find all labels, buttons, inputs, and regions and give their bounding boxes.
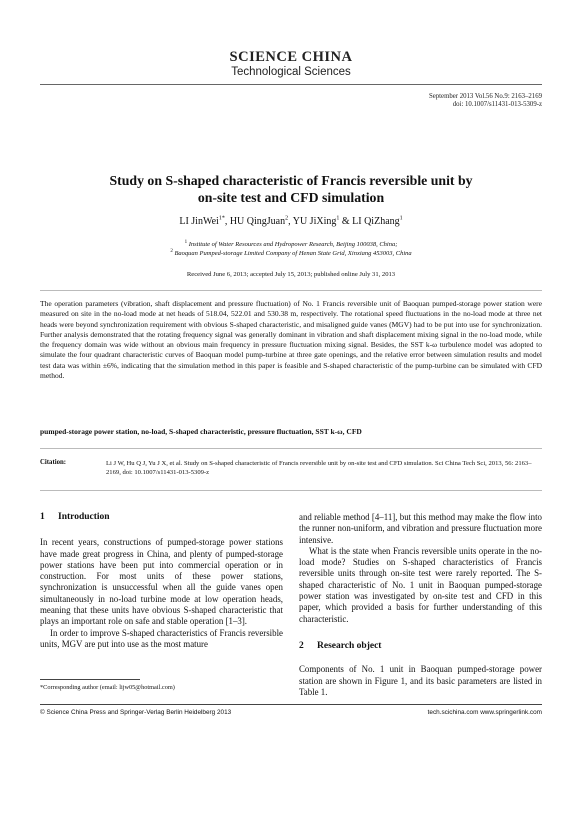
keywords-rule [40,448,542,449]
author: LI JinWei$^{1*}$, [179,216,230,228]
affiliation-1: $^1$ Institute of Water Resources and Hydropower Research, Beijing 100038, China; [184,240,398,249]
right-column [299,512,542,698]
abstract: The operation parameters (vibration, shaft displacement and pressure fluctuation) of No. 1 Francis reversible unit of Baoquan pumped-storage power station were measured on site in the no-load mode at net heads of 518.04, 522.01 and 530.38 m, respectively. The rotational speed fluctuations in the no-load mode at three net heads were beyond synchronization requirement with obvious S-shaped characteristic, and misaligned guide vanes (MGV) had to be put into use for synchronization. Further analysis demonstrated that the rotating frequency signal was generally dominant in vibration and shaft displacement mixing signal in the no-load mode, while the frequency domain was wide without an obvious main frequency in pressure fluctuation mixing signal. Besides, the SST k-ω turbulence model was adopted to simulate the four quadrant characteristic curves of Baoquan model pump-turbine at three gate openings, and the relative error between simulation results and model test data was within ±6%, indicating that the simulation method in this paper is feasible and S-shaped characteristic of the pump-turbine can be simulated with CFD method. [40,299,542,381]
copyright: © Science China Press and Springer-Verlag Berlin Heidelberg 2013 [40,709,232,716]
footnote-rule [40,679,140,680]
title-line-2: on-site test and CFD simulation [197,190,385,205]
section-heading-research-object: 2 Research object [299,640,382,651]
header-rule [40,84,542,85]
keywords: pumped-storage power station, no-load, S-shaped characteristic, pressure fluctuation, SST k-ω, CFD [40,427,362,436]
corresponding-author-footnote: *Corresponding author (email: lijw05@hotmail.com) [40,684,175,691]
paragraph: and reliable method [4–11], but this method may make the flow into the runner non-uniform, and vibration and pressure fluctuation more intensive. [299,512,542,545]
author: YU JiXing$^1$ & [292,216,353,228]
affiliation-2: $^2$ Baoquan Pumped-storage Limited Company of Henan State Grid, Xinxiang 453003, China [170,249,412,258]
citation-label: Citation: [40,459,67,466]
paragraph: What is the state when Francis reversible units operate in the no-load mode? Studies on S-shaped characteristics of Francis reversible units through on-site test were rarely reported. The S-shaped characteristic of No. 1 unit in Baoquan pumped-storage power station was investigated by on-site test and CFD in this paper, which provided a basis for further understanding of this characteristic. [299,545,542,624]
doi: doi: 10.1007/s11431-013-5309-z [452,101,542,108]
author-list [40,216,542,227]
journal-subject: Technological Sciences [231,66,351,78]
received-dates: Received June 6, 2013; accepted July 15, 2013; published online July 31, 2013 [186,271,396,278]
paper-title [40,172,542,206]
title-line-1: Study on S-shaped characteristic of Francis reversible unit by [109,173,473,188]
abstract-rule [40,290,542,291]
footer-rule [40,704,542,705]
paragraph: In recent years, constructions of pumped-storage power stations have made great progress in China, and plenty of pumped-storage power stations have been put into commercial operation or in construction. For most units of these power stations, synchronization is unsuccessful when all the guide vanes open simultaneously in no-load turbine mode at low operation heads, meaning that these units have obvious S-shaped characteristic that plays an important role on safe and stable operation [1–3]. [40,537,283,627]
citation-rule [40,490,542,491]
paragraph: Components of No. 1 unit in Baoquan pumped-storage power station are shown in Figure 1, and its basic parameters are listed in Table 1. [299,664,542,697]
issue-info: September 2013 Vol.56 No.9: 2163–2169 [428,93,542,100]
footer-urls: tech.scichina.com www.springerlink.com [427,709,542,716]
left-column [40,512,283,650]
author: LI QiZhang$^1$ [352,216,403,228]
paragraph: In order to improve S-shaped characteristics of Francis reversible units, MGV are put into use as the most mature [40,627,283,649]
citation-text: Li J W, Hu Q J, Yu J X, et al. Study on S-shaped characteristic of Francis reversible unit by on-site test and CFD simulation. Sci China Tech Sci, 2013, 56: 2163–2169, doi: 10.1007/s11431-013-5309-z [106,460,532,476]
author: HU QingJuan$^2$, [229,216,293,228]
journal-name: SCIENCE CHINA [229,49,353,65]
section-heading-introduction: 1 Introduction [40,512,110,522]
